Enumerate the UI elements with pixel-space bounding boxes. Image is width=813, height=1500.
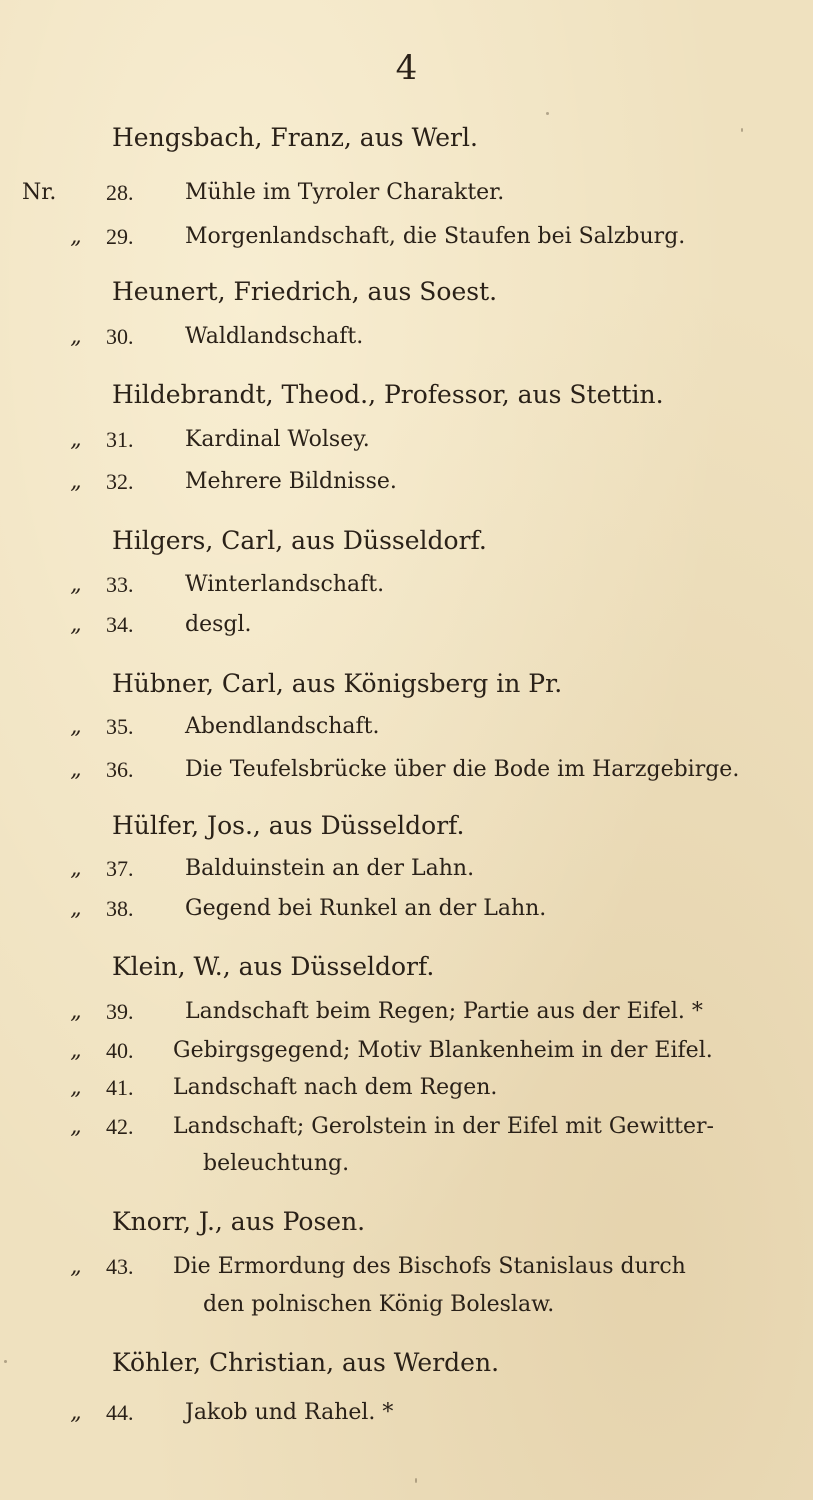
ditto-mark: „: [70, 572, 82, 597]
entry-title: Mehrere Bildnisse.: [185, 469, 397, 494]
ditto-mark: „: [70, 324, 82, 349]
ditto-mark: „: [70, 1075, 82, 1100]
ditto-mark: „: [70, 1254, 82, 1279]
entry-number: 39.: [106, 999, 134, 1024]
entry-title: Kardinal Wolsey.: [185, 427, 370, 452]
artist-heading-hengsbach: Hengsbach, Franz, aus Werl.: [112, 123, 478, 152]
entry-number: 30.: [106, 324, 134, 349]
paper-speck: [415, 1478, 417, 1483]
artist-heading-heunert: Heunert, Friedrich, aus Soest.: [112, 277, 498, 306]
entry-number: 41.: [106, 1075, 134, 1100]
entry-number: 32.: [106, 469, 134, 494]
entry-title: Landschaft nach dem Regen.: [173, 1075, 498, 1100]
entry-number: 42.: [106, 1114, 134, 1139]
artist-heading-hilgers: Hilgers, Carl, aus Düsseldorf.: [112, 526, 487, 555]
artist-heading-koehler: Köhler, Christian, aus Werden.: [112, 1348, 500, 1377]
entry-title: Landschaft; Gerolstein in der Eifel mit Gewitter-: [173, 1114, 714, 1139]
entry-title: desgl.: [185, 612, 252, 637]
artist-heading-hildebrandt: Hildebrandt, Theod., Professor, aus Stettin.: [112, 380, 664, 409]
catalog-entry-36: [0, 757, 813, 787]
entry-title: Winterlandschaft.: [185, 572, 385, 597]
catalog-entry-32: [0, 469, 813, 499]
ditto-mark: „: [70, 427, 82, 452]
entry-title: Die Ermordung des Bischofs Stanislaus durch: [173, 1254, 686, 1279]
entry-title: Balduinstein an der Lahn.: [185, 856, 475, 881]
catalog-entry-33: [0, 572, 813, 602]
entry-title: Waldlandschaft.: [185, 324, 364, 349]
ditto-mark: „: [70, 469, 82, 494]
entry-title: Jakob und Rahel. *: [185, 1400, 394, 1425]
catalog-entry-40: [0, 1038, 813, 1068]
artist-heading-huelfer: Hülfer, Jos., aus Düsseldorf.: [112, 811, 465, 840]
page-number: 4: [395, 48, 418, 88]
entry-number: 34.: [106, 612, 134, 637]
entry-title: Gebirgsgegend; Motiv Blankenheim in der Eifel.: [173, 1038, 713, 1063]
catalog-entry-39: [0, 999, 813, 1029]
catalog-entry-30: [0, 324, 813, 354]
entry-number: 35.: [106, 714, 134, 739]
ditto-mark: „: [70, 896, 82, 921]
catalog-entry-41: [0, 1075, 813, 1105]
ditto-mark: „: [70, 1114, 82, 1139]
entry-title: Morgenlandschaft, die Staufen bei Salzburg.: [185, 224, 686, 249]
catalog-entry-37: [0, 856, 813, 886]
entry-title: Die Teufelsbrücke über die Bode im Harzgebirge.: [185, 757, 740, 782]
entry-number: 33.: [106, 572, 134, 597]
entry-title: Mühle im Tyroler Charakter.: [185, 180, 505, 205]
entry-title-continuation: den polnischen König Boleslaw.: [203, 1292, 555, 1317]
catalog-entry-31: [0, 427, 813, 457]
entry-number: 36.: [106, 757, 134, 782]
catalog-entry-29: [0, 224, 813, 254]
ditto-mark: „: [70, 612, 82, 637]
ditto-mark: „: [70, 999, 82, 1024]
ditto-mark: „: [70, 856, 82, 881]
paper-speck: [546, 112, 549, 115]
number-prefix: Nr.: [22, 180, 57, 205]
artist-heading-knorr: Knorr, J., aus Posen.: [112, 1207, 366, 1236]
ditto-mark: „: [70, 224, 82, 249]
ditto-mark: „: [70, 1400, 82, 1425]
entry-title: Landschaft beim Regen; Partie aus der Eifel. *: [185, 999, 703, 1024]
entry-title-continuation: beleuchtung.: [203, 1151, 350, 1176]
catalog-entry-34: [0, 612, 813, 642]
ditto-mark: „: [70, 1038, 82, 1063]
catalog-entry-44: [0, 1400, 813, 1430]
paper-speck: [741, 128, 743, 132]
catalog-entry-35: [0, 714, 813, 744]
entry-number: 43.: [106, 1254, 134, 1279]
entry-number: 31.: [106, 427, 134, 452]
entry-number: 38.: [106, 896, 134, 921]
entry-number: 40.: [106, 1038, 134, 1063]
artist-heading-huebner: Hübner, Carl, aus Königsberg in Pr.: [112, 669, 563, 698]
paper-speck: [4, 1360, 7, 1363]
entry-title: Abendlandschaft.: [185, 714, 380, 739]
entry-title: Gegend bei Runkel an der Lahn.: [185, 896, 547, 921]
entry-number: 28.: [106, 180, 134, 205]
entry-number: 44.: [106, 1400, 134, 1425]
catalog-entry-28: [0, 180, 813, 210]
catalog-entry-38: [0, 896, 813, 926]
entry-number: 29.: [106, 224, 134, 249]
entry-number: 37.: [106, 856, 134, 881]
ditto-mark: „: [70, 714, 82, 739]
catalog-entry-42: [0, 1114, 813, 1144]
ditto-mark: „: [70, 757, 82, 782]
artist-heading-klein: Klein, W., aus Düsseldorf.: [112, 952, 435, 981]
catalog-entry-43: [0, 1254, 813, 1284]
